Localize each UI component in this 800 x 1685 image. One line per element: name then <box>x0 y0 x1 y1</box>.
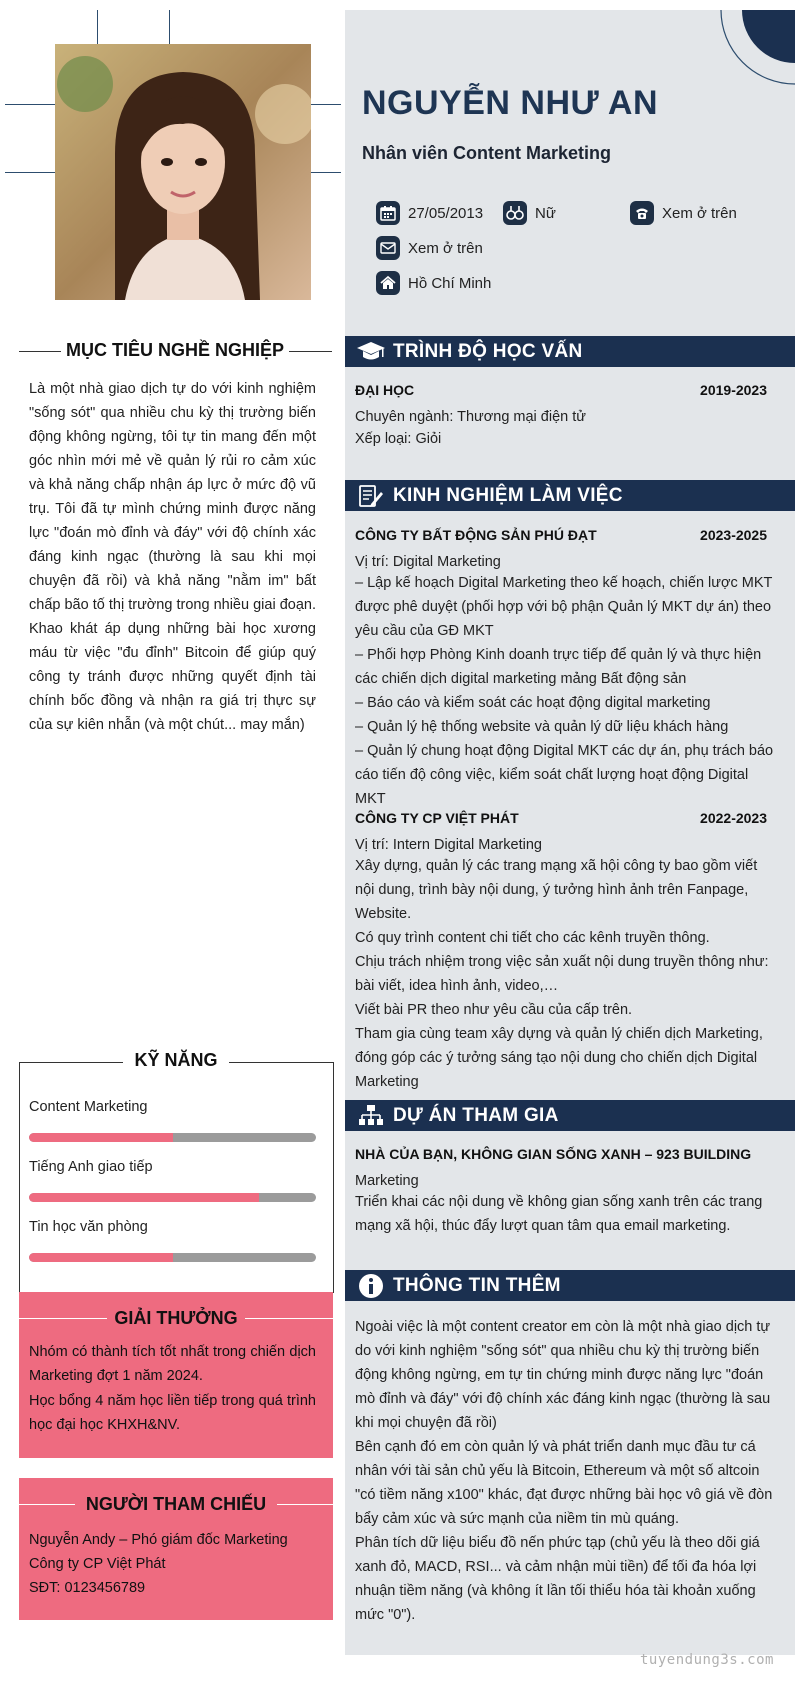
job-position: Nhân viên Content Marketing <box>362 143 612 163</box>
awards-title: GIẢI THƯỞNG <box>114 1308 238 1328</box>
education-entry-head <box>355 382 767 398</box>
job-years: 2022-2023 <box>700 810 767 826</box>
info-birthday <box>376 201 483 225</box>
skill-bar <box>29 1253 316 1262</box>
info-gender <box>503 201 556 225</box>
email-icon <box>376 236 400 260</box>
info-email <box>376 236 483 260</box>
skill-label: Tin học văn phòng <box>29 1219 148 1235</box>
projects-header <box>345 1100 795 1131</box>
deco-line <box>169 10 170 44</box>
calendar-icon <box>376 201 400 225</box>
job-description: Xây dựng, quản lý các trang mạng xã hội công ty bao gồm viết nội dung, trình bày nội dung, ý tưởng hình ảnh trên Fanpage, Website. Có quy trình content chi tiết cho các kênh truyền thông. Chịu trách nhiệm trong việc sản xuất nội dung truyền thông như: bài viết, idea hình ảnh, video,… Viết bài PR theo như yêu cầu của cấp trên. Tham gia cùng team xây dựng và quản lý chiến dịch Marketing, đóng góp các ý tưởng sáng tạo nội dung cho chiến dịch Digital Marketing <box>355 858 769 1090</box>
gender-value: Nữ <box>535 204 556 222</box>
profile-photo <box>55 44 311 300</box>
award-item: Nhóm có thành tích tốt nhất trong chiến dịch Marketing đợt 1 năm 2024. <box>29 1344 316 1384</box>
deco-line <box>97 10 98 44</box>
phone-value: Xem ở trên <box>662 204 737 222</box>
project-description: Triển khai các nội dung về không gian sống xanh trên các trang mạng xã hội, thúc đẩy lượt quan tâm qua email marketing. <box>355 1194 763 1234</box>
deco-line <box>5 172 55 173</box>
additional-title: THÔNG TIN THÊM <box>393 1274 561 1296</box>
skill-label: Content Marketing <box>29 1099 148 1115</box>
experience-header <box>345 480 795 511</box>
gender-icon <box>503 201 527 225</box>
education-grade: Xếp loại: Giỏi <box>355 431 442 447</box>
projects-title: DỰ ÁN THAM GIA <box>393 1104 559 1126</box>
job-role: Vị trí: Intern Digital Marketing <box>355 837 542 853</box>
email-value: Xem ở trên <box>408 239 483 257</box>
job-description: – Lập kế hoạch Digital Marketing theo kế hoạch, chiến lược MKT được phê duyệt (phối hợp với bộ phận Quản lý MKT dự án) theo yêu cầu của GĐ MKT – Phối hợp Phòng Kinh doanh trực tiếp để quản lý và thực hiện các chiến dịch digital marketing mảng Bất động sản – Báo cáo và kiểm soát các hoạt động digital marketing – Quản lý hệ thống website và quản lý dữ liệu khách hàng – Quản lý chung hoạt động Digital MKT các dự án, phụ trách báo cáo tiến độ công việc, kiểm soát chất lượng hoạt động Digital MKT <box>355 575 774 807</box>
skill-bar <box>29 1193 316 1202</box>
deco-line <box>311 104 341 105</box>
job-company: CÔNG TY BẤT ĐỘNG SẢN PHÚ ĐẠT <box>355 527 597 543</box>
skill-bar <box>29 1133 316 1142</box>
objective-text: Là một nhà giao dịch tự do với kinh nghiệm "sống sót" qua nhiều chu kỳ thị trường biến động không ngừng, tôi tự tin mang đến một góc nhìn mới mẻ về quản lý rủi ro cảm xúc và khả năng chấp nhận áp lực ở mức độ vũ trụ. Tôi đã tự mình chứng minh được năng lực "đoán mò đỉnh và đáy" với độ chính xác đáng kinh ngạc (thường là sau khi mọi chuyện đã rồi) và khả năng "nằm im" bất chấp bão tố thị trường trong nhiều giai đoạn. Khao khát áp dụng những bài học xương máu từ việc "đu đỉnh" Bitcoin để giúp quý công ty tránh được những quyết định tài chính bốc đồng và nhận ra giá trị thực sự của sự kiên nhẫn (và một chút... may mắn) <box>29 381 316 733</box>
reference-line: Nguyễn Andy – Phó giám đốc Marketing <box>29 1532 288 1548</box>
skill-label: Tiếng Anh giao tiếp <box>29 1159 153 1175</box>
education-header <box>345 336 795 367</box>
education-title: TRÌNH ĐỘ HỌC VẤN <box>393 340 583 362</box>
references-title: NGƯỜI THAM CHIẾU <box>85 1494 267 1514</box>
phone-icon <box>630 201 654 225</box>
rule <box>289 351 332 352</box>
reference-line: SĐT: 0123456789 <box>29 1580 146 1596</box>
additional-header <box>345 1270 795 1301</box>
project-role: Marketing <box>355 1173 419 1189</box>
job-head <box>355 527 767 543</box>
additional-text: Ngoài việc là một content creator em còn là một nhà giao dịch tự do với kinh nghiệm "sống sót" qua nhiều chu kỳ thị trường biến động không ngừng, em tự tin chứng minh được năng lực "đoán mò đỉnh và đáy" với độ chính xác đáng kinh ngạc (thường là sau khi mọi chuyện đã rồi) Bên cạnh đó em còn quản lý và phát triển danh mục đầu tư cá nhân với tài sản chủ yếu là Bitcoin, Ethereum và một số altcoin "có tiềm năng x100" khác, đạt được những bài học vô giá về đòn bẩy cảm xúc và sức mạnh của niềm tin mù quáng. Phân tích dữ liệu biểu đồ nến phức tạp (chủ yếu là theo dõi giá xanh đỏ, MACD, RSI... và cảm nhận mùi tiền) để tối đa hóa lợi nhuận tiềm năng (và không ít lần tối thiểu hóa tài khoản xuống mức "0"). <box>355 1319 773 1623</box>
education-school: ĐẠI HỌC <box>355 382 415 398</box>
rule <box>19 1318 107 1319</box>
birthday-value: 27/05/2013 <box>408 204 484 222</box>
home-icon <box>376 271 400 295</box>
rule <box>245 1318 333 1319</box>
experience-title: KINH NGHIỆM LÀM VIỆC <box>393 484 623 506</box>
award-item: Học bổng 4 năm học liền tiếp trong quá trình học đại học KHXH&NV. <box>29 1393 316 1433</box>
candidate-name: NGUYỄN NHƯ AN <box>362 84 659 122</box>
network-icon <box>355 1103 387 1129</box>
graduation-cap-icon <box>355 339 387 365</box>
skills-title: KỸ NĂNG <box>123 1050 229 1071</box>
corner-decoration <box>700 10 795 85</box>
objective-title: MỤC TIÊU NGHỀ NGHIỆP <box>65 340 284 360</box>
project-head <box>355 1146 767 1162</box>
job-company: CÔNG TY CP VIỆT PHÁT <box>355 810 519 826</box>
education-years: 2019-2023 <box>700 382 767 398</box>
job-head <box>355 810 767 826</box>
education-major: Chuyên ngành: Thương mại điện tử <box>355 409 586 425</box>
info-phone <box>630 201 737 225</box>
watermark: tuyendung3s.com <box>640 1652 774 1668</box>
deco-line <box>311 172 341 173</box>
deco-line <box>5 104 55 105</box>
rule <box>19 351 61 352</box>
job-years: 2023-2025 <box>700 527 767 543</box>
reference-line: Công ty CP Việt Phát <box>29 1556 166 1572</box>
project-name: NHÀ CỦA BẠN, KHÔNG GIAN SỐNG XANH – 923 BUILDING <box>355 1146 752 1162</box>
document-edit-icon <box>355 483 387 509</box>
job-role: Vị trí: Digital Marketing <box>355 554 501 570</box>
address-value: Hồ Chí Minh <box>408 274 492 292</box>
rule <box>277 1504 333 1505</box>
info-icon <box>355 1273 387 1299</box>
rule <box>19 1504 75 1505</box>
info-address <box>376 271 491 295</box>
